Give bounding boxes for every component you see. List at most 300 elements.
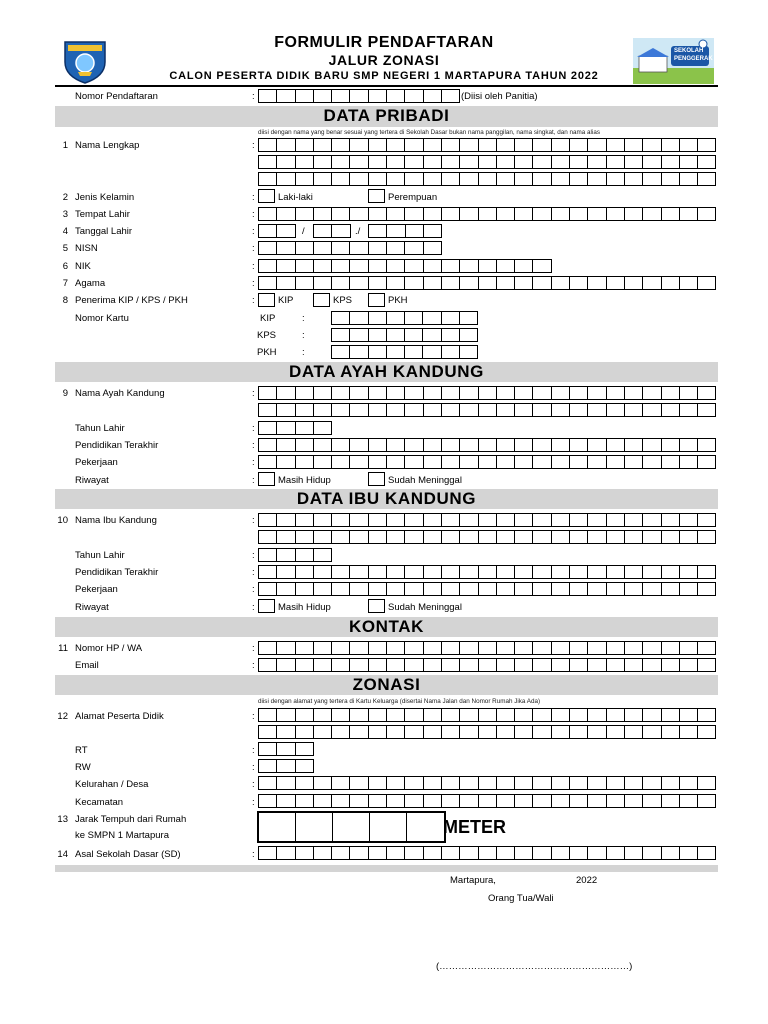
- char-box[interactable]: [643, 155, 661, 169]
- char-box[interactable]: [314, 513, 332, 527]
- char-box[interactable]: [680, 565, 698, 579]
- char-box[interactable]: [552, 582, 570, 596]
- char-box[interactable]: [314, 207, 332, 221]
- char-box[interactable]: [533, 582, 551, 596]
- char-box[interactable]: [533, 641, 551, 655]
- char-box[interactable]: [296, 455, 314, 469]
- char-box[interactable]: [424, 455, 442, 469]
- char-box[interactable]: [277, 530, 295, 544]
- char-box[interactable]: [296, 548, 314, 562]
- char-box[interactable]: [277, 565, 295, 579]
- char-box[interactable]: [259, 513, 277, 527]
- nama-ayah-boxes-2[interactable]: [258, 403, 716, 417]
- char-box[interactable]: [570, 455, 588, 469]
- char-box[interactable]: [680, 386, 698, 400]
- char-box[interactable]: [497, 530, 515, 544]
- char-box[interactable]: [533, 207, 551, 221]
- char-box[interactable]: [570, 530, 588, 544]
- char-box[interactable]: [259, 742, 277, 756]
- char-box[interactable]: [698, 565, 716, 579]
- char-box[interactable]: [625, 641, 643, 655]
- char-box[interactable]: [277, 846, 295, 860]
- char-box[interactable]: [643, 565, 661, 579]
- char-box[interactable]: [588, 172, 606, 186]
- char-box[interactable]: [552, 172, 570, 186]
- char-box[interactable]: [698, 846, 716, 860]
- jarak-digit-box[interactable]: [296, 813, 333, 841]
- tanggal-year-boxes[interactable]: [368, 224, 442, 238]
- char-box[interactable]: [314, 530, 332, 544]
- checkbox-pkh[interactable]: [368, 293, 385, 307]
- char-box[interactable]: [698, 641, 716, 655]
- char-box[interactable]: [515, 565, 533, 579]
- char-box[interactable]: [588, 846, 606, 860]
- char-box[interactable]: [698, 455, 716, 469]
- char-box[interactable]: [405, 582, 423, 596]
- char-box[interactable]: [314, 565, 332, 579]
- char-box[interactable]: [350, 658, 368, 672]
- char-box[interactable]: [662, 565, 680, 579]
- char-box[interactable]: [698, 138, 716, 152]
- char-box[interactable]: [698, 207, 716, 221]
- agama-boxes[interactable]: [258, 276, 716, 290]
- char-box[interactable]: [277, 403, 295, 417]
- char-box[interactable]: [387, 155, 405, 169]
- char-box[interactable]: [680, 530, 698, 544]
- char-box[interactable]: [314, 138, 332, 152]
- char-box[interactable]: [296, 403, 314, 417]
- kelurahan-boxes[interactable]: [258, 776, 716, 790]
- char-box[interactable]: [405, 138, 423, 152]
- char-box[interactable]: [662, 794, 680, 808]
- char-box[interactable]: [643, 776, 661, 790]
- char-box[interactable]: [405, 641, 423, 655]
- char-box[interactable]: [460, 438, 478, 452]
- char-box[interactable]: [314, 776, 332, 790]
- char-box[interactable]: [515, 259, 533, 273]
- char-box[interactable]: [607, 438, 625, 452]
- char-box[interactable]: [277, 259, 295, 273]
- char-box[interactable]: [643, 455, 661, 469]
- char-box[interactable]: [460, 708, 478, 722]
- char-box[interactable]: [570, 155, 588, 169]
- char-box[interactable]: [296, 641, 314, 655]
- char-box[interactable]: [442, 207, 460, 221]
- char-box[interactable]: [625, 138, 643, 152]
- char-box[interactable]: [497, 725, 515, 739]
- char-box[interactable]: [479, 259, 497, 273]
- char-box[interactable]: [570, 207, 588, 221]
- char-box[interactable]: [350, 708, 368, 722]
- char-box[interactable]: [479, 582, 497, 596]
- char-box[interactable]: [259, 658, 277, 672]
- char-box[interactable]: [277, 224, 295, 238]
- char-box[interactable]: [369, 565, 387, 579]
- char-box[interactable]: [296, 259, 314, 273]
- char-box[interactable]: [332, 455, 350, 469]
- char-box[interactable]: [314, 224, 332, 238]
- char-box[interactable]: [405, 241, 423, 255]
- char-box[interactable]: [405, 794, 423, 808]
- char-box[interactable]: [607, 725, 625, 739]
- char-box[interactable]: [405, 386, 423, 400]
- char-box[interactable]: [369, 455, 387, 469]
- char-box[interactable]: [296, 513, 314, 527]
- char-box[interactable]: [369, 241, 387, 255]
- char-box[interactable]: [296, 89, 314, 103]
- char-box[interactable]: [680, 582, 698, 596]
- char-box[interactable]: [442, 276, 460, 290]
- char-box[interactable]: [350, 386, 368, 400]
- char-box[interactable]: [405, 530, 423, 544]
- char-box[interactable]: [442, 138, 460, 152]
- char-box[interactable]: [405, 776, 423, 790]
- char-box[interactable]: [259, 241, 277, 255]
- char-box[interactable]: [314, 658, 332, 672]
- char-box[interactable]: [350, 345, 368, 359]
- char-box[interactable]: [442, 641, 460, 655]
- char-box[interactable]: [497, 641, 515, 655]
- char-box[interactable]: [698, 725, 716, 739]
- char-box[interactable]: [369, 846, 387, 860]
- char-box[interactable]: [296, 276, 314, 290]
- char-box[interactable]: [479, 846, 497, 860]
- jarak-digit-box[interactable]: [407, 813, 444, 841]
- nama-ibu-boxes-1[interactable]: [258, 513, 716, 527]
- char-box[interactable]: [588, 725, 606, 739]
- char-box[interactable]: [442, 708, 460, 722]
- char-box[interactable]: [552, 386, 570, 400]
- char-box[interactable]: [369, 513, 387, 527]
- char-box[interactable]: [533, 172, 551, 186]
- char-box[interactable]: [497, 794, 515, 808]
- char-box[interactable]: [332, 207, 350, 221]
- char-box[interactable]: [424, 403, 442, 417]
- char-box[interactable]: [387, 582, 405, 596]
- char-box[interactable]: [460, 846, 478, 860]
- char-box[interactable]: [607, 155, 625, 169]
- char-box[interactable]: [442, 658, 460, 672]
- char-box[interactable]: [588, 513, 606, 527]
- kartu-kps-boxes[interactable]: [331, 328, 478, 342]
- char-box[interactable]: [405, 311, 423, 325]
- char-box[interactable]: [662, 641, 680, 655]
- char-box[interactable]: [332, 403, 350, 417]
- char-box[interactable]: [625, 155, 643, 169]
- char-box[interactable]: [424, 138, 442, 152]
- char-box[interactable]: [332, 241, 350, 255]
- char-box[interactable]: [350, 582, 368, 596]
- char-box[interactable]: [387, 776, 405, 790]
- char-box[interactable]: [332, 345, 350, 359]
- char-box[interactable]: [515, 794, 533, 808]
- nisn-boxes[interactable]: [258, 241, 442, 255]
- char-box[interactable]: [552, 641, 570, 655]
- char-box[interactable]: [369, 155, 387, 169]
- char-box[interactable]: [680, 776, 698, 790]
- char-box[interactable]: [479, 207, 497, 221]
- checkbox-perempuan[interactable]: [368, 189, 385, 203]
- char-box[interactable]: [533, 138, 551, 152]
- char-box[interactable]: [515, 207, 533, 221]
- char-box[interactable]: [259, 725, 277, 739]
- char-box[interactable]: [479, 530, 497, 544]
- char-box[interactable]: [277, 794, 295, 808]
- char-box[interactable]: [588, 386, 606, 400]
- char-box[interactable]: [698, 794, 716, 808]
- char-box[interactable]: [442, 513, 460, 527]
- char-box[interactable]: [314, 548, 332, 562]
- char-box[interactable]: [625, 172, 643, 186]
- char-box[interactable]: [515, 276, 533, 290]
- char-box[interactable]: [680, 455, 698, 469]
- char-box[interactable]: [533, 565, 551, 579]
- char-box[interactable]: [497, 846, 515, 860]
- nama-lengkap-boxes-3[interactable]: [258, 172, 716, 186]
- char-box[interactable]: [405, 328, 423, 342]
- char-box[interactable]: [369, 530, 387, 544]
- char-box[interactable]: [424, 513, 442, 527]
- pendidikan-ibu-boxes[interactable]: [258, 565, 716, 579]
- nik-boxes[interactable]: [258, 259, 552, 273]
- char-box[interactable]: [479, 438, 497, 452]
- char-box[interactable]: [314, 455, 332, 469]
- alamat-boxes-2[interactable]: [258, 725, 716, 739]
- char-box[interactable]: [369, 641, 387, 655]
- char-box[interactable]: [405, 155, 423, 169]
- char-box[interactable]: [259, 138, 277, 152]
- char-box[interactable]: [497, 207, 515, 221]
- char-box[interactable]: [314, 725, 332, 739]
- char-box[interactable]: [515, 658, 533, 672]
- nama-lengkap-boxes-1[interactable]: [258, 138, 716, 152]
- jarak-digit-box[interactable]: [259, 813, 296, 841]
- char-box[interactable]: [515, 846, 533, 860]
- char-box[interactable]: [296, 138, 314, 152]
- char-box[interactable]: [259, 582, 277, 596]
- char-box[interactable]: [442, 846, 460, 860]
- char-box[interactable]: [497, 155, 515, 169]
- char-box[interactable]: [643, 438, 661, 452]
- char-box[interactable]: [643, 403, 661, 417]
- tanggal-day-boxes[interactable]: [258, 224, 296, 238]
- char-box[interactable]: [296, 658, 314, 672]
- char-box[interactable]: [369, 708, 387, 722]
- char-box[interactable]: [406, 224, 424, 238]
- char-box[interactable]: [680, 276, 698, 290]
- char-box[interactable]: [460, 513, 478, 527]
- char-box[interactable]: [588, 276, 606, 290]
- tanggal-month-boxes[interactable]: [313, 224, 351, 238]
- char-box[interactable]: [277, 548, 295, 562]
- char-box[interactable]: [369, 207, 387, 221]
- char-box[interactable]: [570, 438, 588, 452]
- char-box[interactable]: [350, 241, 368, 255]
- char-box[interactable]: [350, 641, 368, 655]
- char-box[interactable]: [277, 241, 295, 255]
- char-box[interactable]: [332, 846, 350, 860]
- char-box[interactable]: [533, 155, 551, 169]
- char-box[interactable]: [588, 776, 606, 790]
- char-box[interactable]: [607, 138, 625, 152]
- jarak-tempuh-boxes[interactable]: [257, 811, 446, 843]
- char-box[interactable]: [625, 403, 643, 417]
- char-box[interactable]: [369, 438, 387, 452]
- char-box[interactable]: [552, 513, 570, 527]
- char-box[interactable]: [277, 172, 295, 186]
- char-box[interactable]: [515, 155, 533, 169]
- char-box[interactable]: [552, 725, 570, 739]
- char-box[interactable]: [296, 421, 314, 435]
- char-box[interactable]: [533, 276, 551, 290]
- char-box[interactable]: [314, 276, 332, 290]
- char-box[interactable]: [643, 513, 661, 527]
- char-box[interactable]: [296, 438, 314, 452]
- char-box[interactable]: [350, 328, 368, 342]
- char-box[interactable]: [479, 513, 497, 527]
- char-box[interactable]: [479, 386, 497, 400]
- char-box[interactable]: [387, 725, 405, 739]
- char-box[interactable]: [259, 548, 277, 562]
- char-box[interactable]: [259, 846, 277, 860]
- char-box[interactable]: [497, 455, 515, 469]
- char-box[interactable]: [588, 138, 606, 152]
- char-box[interactable]: [314, 89, 332, 103]
- char-box[interactable]: [588, 658, 606, 672]
- char-box[interactable]: [296, 742, 314, 756]
- char-box[interactable]: [277, 155, 295, 169]
- char-box[interactable]: [570, 513, 588, 527]
- char-box[interactable]: [405, 172, 423, 186]
- char-box[interactable]: [698, 155, 716, 169]
- char-box[interactable]: [277, 421, 295, 435]
- char-box[interactable]: [662, 846, 680, 860]
- char-box[interactable]: [296, 846, 314, 860]
- char-box[interactable]: [625, 658, 643, 672]
- char-box[interactable]: [296, 155, 314, 169]
- char-box[interactable]: [387, 328, 405, 342]
- char-box[interactable]: [570, 138, 588, 152]
- char-box[interactable]: [369, 386, 387, 400]
- char-box[interactable]: [662, 708, 680, 722]
- char-box[interactable]: [680, 846, 698, 860]
- char-box[interactable]: [332, 276, 350, 290]
- char-box[interactable]: [277, 641, 295, 655]
- char-box[interactable]: [442, 776, 460, 790]
- char-box[interactable]: [350, 207, 368, 221]
- char-box[interactable]: [296, 386, 314, 400]
- char-box[interactable]: [643, 846, 661, 860]
- char-box[interactable]: [296, 776, 314, 790]
- char-box[interactable]: [680, 725, 698, 739]
- char-box[interactable]: [314, 794, 332, 808]
- char-box[interactable]: [277, 386, 295, 400]
- char-box[interactable]: [533, 530, 551, 544]
- char-box[interactable]: [460, 172, 478, 186]
- char-box[interactable]: [332, 582, 350, 596]
- char-box[interactable]: [533, 403, 551, 417]
- char-box[interactable]: [479, 725, 497, 739]
- char-box[interactable]: [497, 259, 515, 273]
- char-box[interactable]: [698, 658, 716, 672]
- char-box[interactable]: [350, 565, 368, 579]
- char-box[interactable]: [332, 172, 350, 186]
- char-box[interactable]: [369, 259, 387, 273]
- char-box[interactable]: [405, 276, 423, 290]
- char-box[interactable]: [607, 658, 625, 672]
- char-box[interactable]: [259, 207, 277, 221]
- char-box[interactable]: [350, 138, 368, 152]
- char-box[interactable]: [625, 530, 643, 544]
- char-box[interactable]: [460, 345, 478, 359]
- char-box[interactable]: [607, 530, 625, 544]
- char-box[interactable]: [259, 421, 277, 435]
- char-box[interactable]: [424, 276, 442, 290]
- char-box[interactable]: [643, 708, 661, 722]
- char-box[interactable]: [533, 455, 551, 469]
- char-box[interactable]: [405, 89, 423, 103]
- nomor-hp-boxes[interactable]: [258, 641, 716, 655]
- char-box[interactable]: [698, 276, 716, 290]
- char-box[interactable]: [442, 565, 460, 579]
- char-box[interactable]: [442, 155, 460, 169]
- char-box[interactable]: [259, 776, 277, 790]
- char-box[interactable]: [277, 759, 295, 773]
- char-box[interactable]: [497, 138, 515, 152]
- char-box[interactable]: [350, 513, 368, 527]
- char-box[interactable]: [424, 530, 442, 544]
- char-box[interactable]: [552, 138, 570, 152]
- char-box[interactable]: [314, 641, 332, 655]
- char-box[interactable]: [405, 207, 423, 221]
- char-box[interactable]: [405, 725, 423, 739]
- char-box[interactable]: [405, 565, 423, 579]
- nama-lengkap-boxes-2[interactable]: [258, 155, 716, 169]
- char-box[interactable]: [350, 438, 368, 452]
- checkbox-laki-laki[interactable]: [258, 189, 275, 203]
- char-box[interactable]: [314, 438, 332, 452]
- char-box[interactable]: [405, 403, 423, 417]
- char-box[interactable]: [533, 259, 551, 273]
- char-box[interactable]: [314, 846, 332, 860]
- char-box[interactable]: [350, 403, 368, 417]
- char-box[interactable]: [662, 207, 680, 221]
- char-box[interactable]: [588, 207, 606, 221]
- char-box[interactable]: [625, 582, 643, 596]
- char-box[interactable]: [607, 565, 625, 579]
- char-box[interactable]: [515, 172, 533, 186]
- char-box[interactable]: [314, 172, 332, 186]
- char-box[interactable]: [570, 386, 588, 400]
- char-box[interactable]: [515, 403, 533, 417]
- char-box[interactable]: [479, 155, 497, 169]
- char-box[interactable]: [259, 759, 277, 773]
- char-box[interactable]: [277, 708, 295, 722]
- char-box[interactable]: [662, 386, 680, 400]
- char-box[interactable]: [387, 403, 405, 417]
- char-box[interactable]: [387, 455, 405, 469]
- char-box[interactable]: [442, 438, 460, 452]
- char-box[interactable]: [588, 155, 606, 169]
- char-box[interactable]: [479, 276, 497, 290]
- char-box[interactable]: [552, 846, 570, 860]
- char-box[interactable]: [662, 403, 680, 417]
- char-box[interactable]: [552, 565, 570, 579]
- char-box[interactable]: [350, 311, 368, 325]
- char-box[interactable]: [369, 328, 387, 342]
- char-box[interactable]: [662, 438, 680, 452]
- char-box[interactable]: [552, 530, 570, 544]
